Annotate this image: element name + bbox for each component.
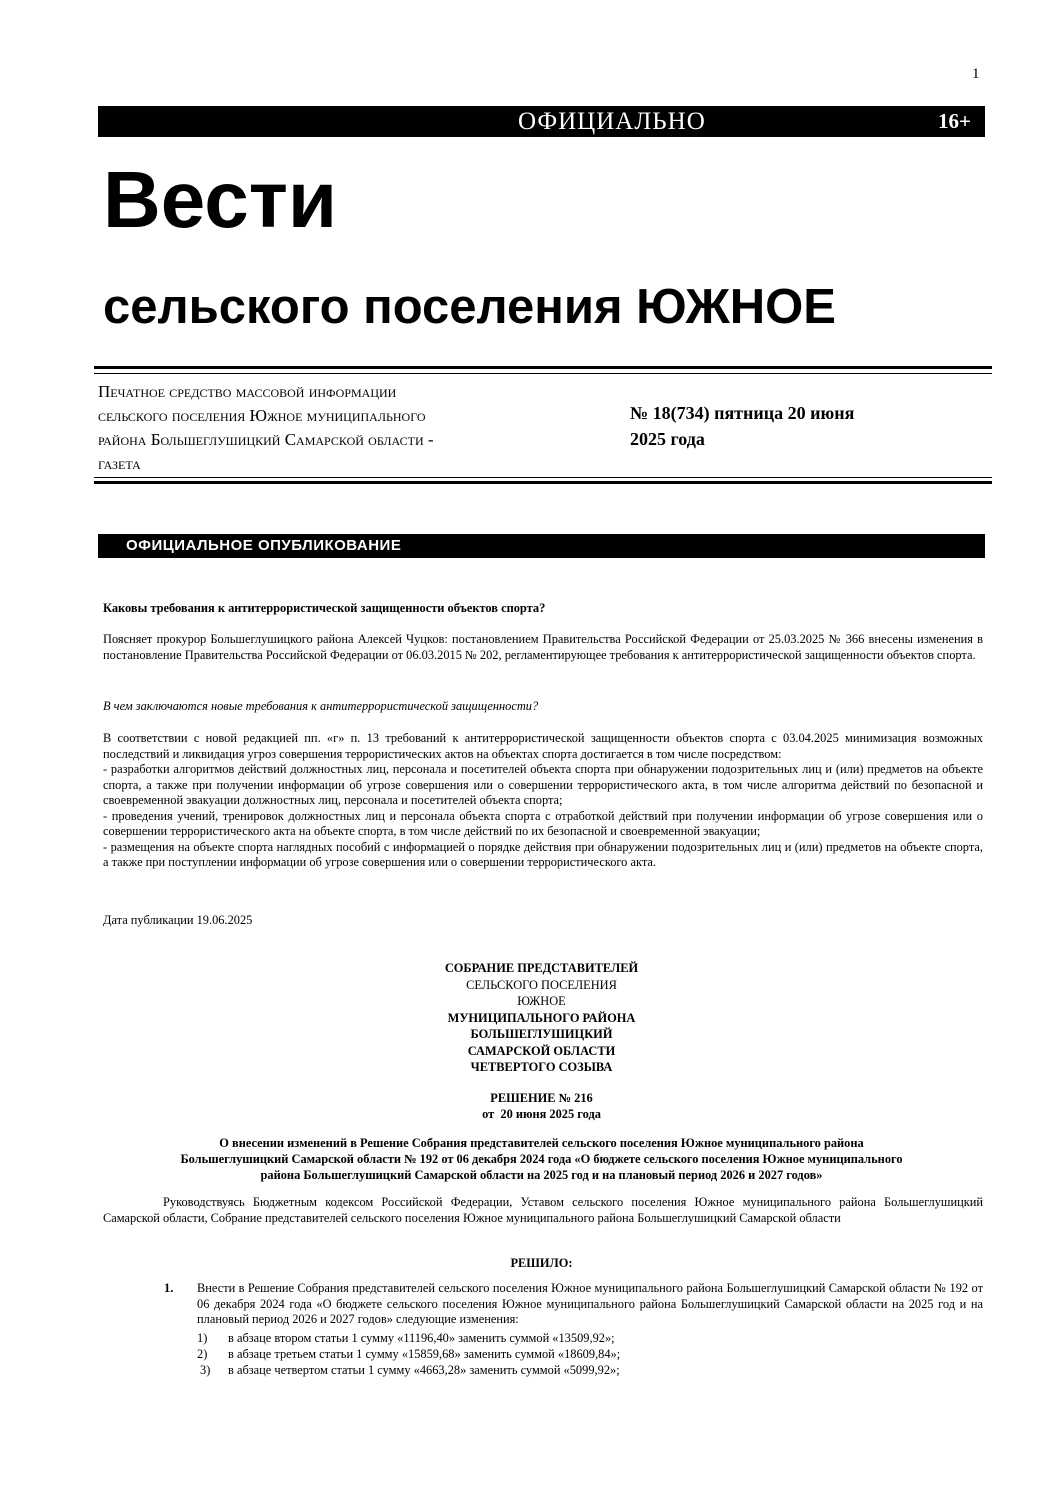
decision-preamble: Руководствуясь Бюджетным кодексом Российской Федерации, Уставом сельского поселения Южное муниципального района Большеглушицкий Самарской области, Собрание представителей сельского поселения Южное муниципального района Большеглушицкий Самарской области [103,1195,983,1225]
article-bullet: - размещения на объекте спорта наглядных пособий с информацией о порядке действия при обнаружении подозрительных лиц и (или) предметов на объекте спорта, а также при поступлении информации об угрозе совершения или о совершении террористического акта. [103,839,983,869]
decision-subject [98,1135,985,1183]
article-body-lead: В соответствии с новой редакцией пп. «г» п. 13 требований к антитеррористической защищенности объектов спорта с 03.04.2025 минимизация возможных последствий и ликвидация угроз совершения террористических актов на объектах спорта достигается в том числе посредством: [103,731,983,761]
newspaper-subtitle: сельского поселения ЮЖНОЕ [103,280,836,334]
subitem-number: 2) [197,1347,208,1361]
org-line: СОБРАНИЕ ПРЕДСТАВИТЕЛЕЙ [444,961,639,975]
masthead-rule-bottom [94,481,992,484]
issue-info [630,400,950,452]
age-rating: 16+ [938,109,971,133]
subitem-text: в абзаце третьем статьи 1 сумму «15859,68» заменить суммой «18609,84»; [228,1347,621,1361]
article-body [103,731,983,871]
org-line: МУНИЦИПАЛЬНОГО РАЙОНА [447,1010,636,1025]
decision-organization [98,960,985,1076]
publisher-line: Печатное средство массовой информации [98,382,397,401]
subject-line: О внесении изменений в Решение Собрания представителей сельского поселения Южное муниципального района [219,1136,864,1150]
org-line: САМАРСКОЙ ОБЛАСТИ [467,1043,616,1058]
item-text: Внести в Решение Собрания представителей сельского поселения Южное муниципального района Большеглушицкий Самарской области № 192 от 06 декабря 2024 года «О бюджете сельского поселения Южное муниципального района Большеглушицкий Самарской области на 2025 год и на плановый период 2026 и 2027 годов» следующие изменения: [197,1281,983,1326]
subitem-number: 1) [197,1331,208,1345]
org-line: ЮЖНОЕ [517,994,566,1008]
official-banner [98,106,985,137]
section-banner [98,534,985,558]
subitem-number: 3) [200,1363,211,1377]
issue-number: № 18(734) пятница 20 июня [630,403,855,423]
masthead-rule-top-thin [94,373,992,374]
org-line: СЕЛЬСКОГО ПОСЕЛЕНИЯ [466,977,617,992]
masthead-rule-top [94,366,992,369]
article-subquestion: В чем заключаются новые требования к антитеррористической защищенности? [103,699,539,713]
decision-date: от 20 июня 2025 года [482,1107,601,1121]
official-label: ОФИЦИАЛЬНО [518,108,706,135]
org-line: ЧЕТВЕРТОГО СОЗЫВА [470,1060,613,1074]
subject-line: района Большеглушицкий Самарской области на 2025 год и на плановый период 2026 и 2027 годов» [260,1168,823,1182]
item-number: 1. [164,1281,174,1295]
subject-line: Большеглушицкий Самарской области № 192 от 06 декабря 2024 года «О бюджете сельского поселения Южное муниципального [180,1152,903,1166]
newspaper-title: Вести [103,155,338,244]
decision-number: РЕШЕНИЕ № 216 [490,1091,593,1105]
section-title: ОФИЦИАЛЬНОЕ ОПУБЛИКОВАНИЕ [126,537,402,554]
article-bullet: - проведения учений, тренировок должностных лиц и персонала объекта спорта с отработкой действий при получении информации об угрозе совершения или о совершении террористического акта на объекте спорта, в том числе действий по их безопасной и своевременной эвакуации; [103,808,983,838]
publisher-line: газета [98,454,141,473]
article-question: Каковы требования к антитеррористической защищенности объектов спорта? [103,601,546,615]
masthead-rule-bottom-thin [94,477,992,478]
issue-year: 2025 года [630,429,705,449]
article-bullet: - разработки алгоритмов действий должностных лиц, персонала и посетителей объекта спорта при обнаружении подозрительных лиц и (или) предметов на объекте спорта, а также при получении информации об угрозе совершения или о совершении террористического акта, в том числе алгоритма действий по безопасной и своевременной эвакуации должностных лиц, персонала и посетителей объекта спорта; [103,762,983,807]
subitem-text: в абзаце четвертом статьи 1 сумму «4663,28» заменить суммой «5099,92»; [228,1363,620,1377]
subitem-text: в абзаце втором статьи 1 сумму «11196,40» заменить суммой «13509,92»; [228,1331,615,1345]
article-intro: Поясняет прокурор Большеглушицкого района Алексей Чуцков: постановлением Правительства Российской Федерации от 25.03.2025 № 366 внесены изменения в постановление Правительства Российской Федерации от 06.03.2015 № 202, регламентирующее требования к антитеррористической защищенности объектов спорта. [103,632,983,662]
publication-date: Дата публикации 19.06.2025 [103,913,253,927]
publisher-line: района Большеглушицкий Самарской области - [98,430,434,449]
org-line: БОЛЬШЕГЛУШИЦКИЙ [470,1027,613,1041]
decision-resolved: РЕШИЛО: [510,1256,573,1270]
page-number: 1 [972,66,980,82]
publisher-info [98,380,598,476]
publisher-line: сельского поселения Южное муниципального [98,406,426,425]
